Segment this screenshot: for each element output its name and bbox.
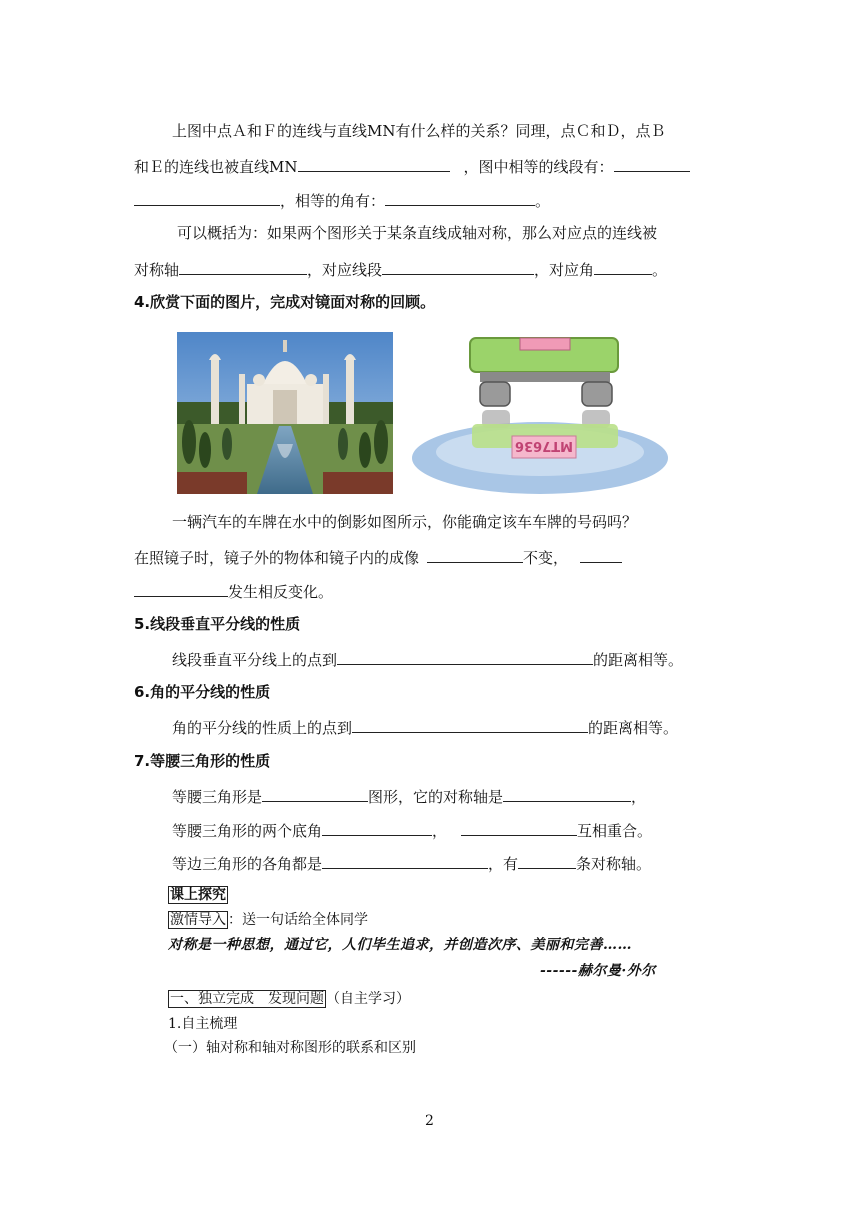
blank-line: [134, 580, 228, 597]
reflected-license-plate: MT7636: [515, 438, 573, 453]
symmetry-quote: 对称是一种思想，通过它，人们毕生追求，并创造次序、美丽和完善……: [168, 937, 632, 953]
taj-mahal-image: [177, 332, 393, 494]
blank-line: [461, 819, 577, 836]
section-6-heading: 6.角的平分线的性质: [134, 683, 271, 701]
blank-line: [352, 716, 588, 733]
blank-line: [580, 546, 622, 563]
car-reflection-illustration: [402, 320, 678, 496]
s4-question-3: 发生相反变化。: [134, 580, 333, 602]
blank-line: [322, 819, 432, 836]
s4-question-2: 在照镜子时，镜子外的物体和镜子内的成像 不变，: [134, 546, 622, 568]
blank-line: [298, 155, 450, 172]
blank-line: [337, 648, 593, 665]
q3-line-1: 上图中点Ａ和Ｆ的连线与直线MN有什么样的关系？同理，点Ｃ和Ｄ，点Ｂ: [172, 122, 666, 140]
s5-line: 线段垂直平分线上的点到 的距离相等。: [172, 648, 683, 670]
car-reflection-image: [402, 320, 678, 496]
blank-line: [382, 258, 534, 275]
s7-line-2: 等腰三角形的两个底角 ， 互相重合。: [172, 819, 652, 841]
intro-line: 激情导入 ：送一句话给全体同学: [170, 912, 368, 928]
part-1-label: 一、独立完成 发现问题: [170, 991, 324, 1007]
intro-label: 激情导入: [170, 912, 226, 928]
blank-line: [518, 852, 576, 869]
s6-line: 角的平分线的性质上的点到 的距离相等。: [172, 716, 678, 738]
section-4-heading: 4.欣赏下面的图片，完成对镜面对称的回顾。: [134, 293, 436, 311]
q3-line-3: ，相等的角有： 。: [134, 189, 550, 211]
blank-line: [179, 258, 307, 275]
s7-line-3: 等边三角形的各角都是 ，有 条对称轴。: [172, 852, 651, 874]
blank-line: [614, 155, 690, 172]
s4-question-1: 一辆汽车的车牌在水中的倒影如图所示，你能确定该车车牌的号码吗？: [172, 513, 638, 531]
part-1-line: 一、独立完成 发现问题 （自主学习）: [170, 991, 410, 1007]
blank-line: [503, 785, 631, 802]
page-number: 2: [425, 1113, 434, 1129]
q3-line-4: 可以概括为：如果两个图形关于某条直线成轴对称，那么对应点的连线被: [177, 224, 658, 242]
class-title: 课上探究: [170, 887, 226, 903]
q3-line-5: 对称轴 ，对应线段 ，对应角 。: [134, 258, 667, 280]
blank-line: [427, 546, 523, 563]
taj-mahal-illustration: [177, 332, 393, 494]
blank-line: [134, 189, 280, 206]
q3-line-2: 和Ｅ的连线也被直线MN ，图中相等的线段有：: [134, 155, 690, 177]
sub-1a: （一）轴对称和轴对称图形的联系和区别: [164, 1040, 416, 1056]
section-5-heading: 5.线段垂直平分线的性质: [134, 615, 301, 633]
blank-line: [385, 189, 535, 206]
section-7-heading: 7.等腰三角形的性质: [134, 752, 271, 770]
blank-line: [594, 258, 652, 275]
blank-line: [322, 852, 488, 869]
s7-line-1: 等腰三角形是 图形，它的对称轴是 ，: [172, 785, 646, 807]
quote-attribution: ------赫尔曼·外尔: [540, 963, 656, 979]
blank-line: [262, 785, 368, 802]
sub-1: 1.自主梳理: [168, 1016, 238, 1032]
